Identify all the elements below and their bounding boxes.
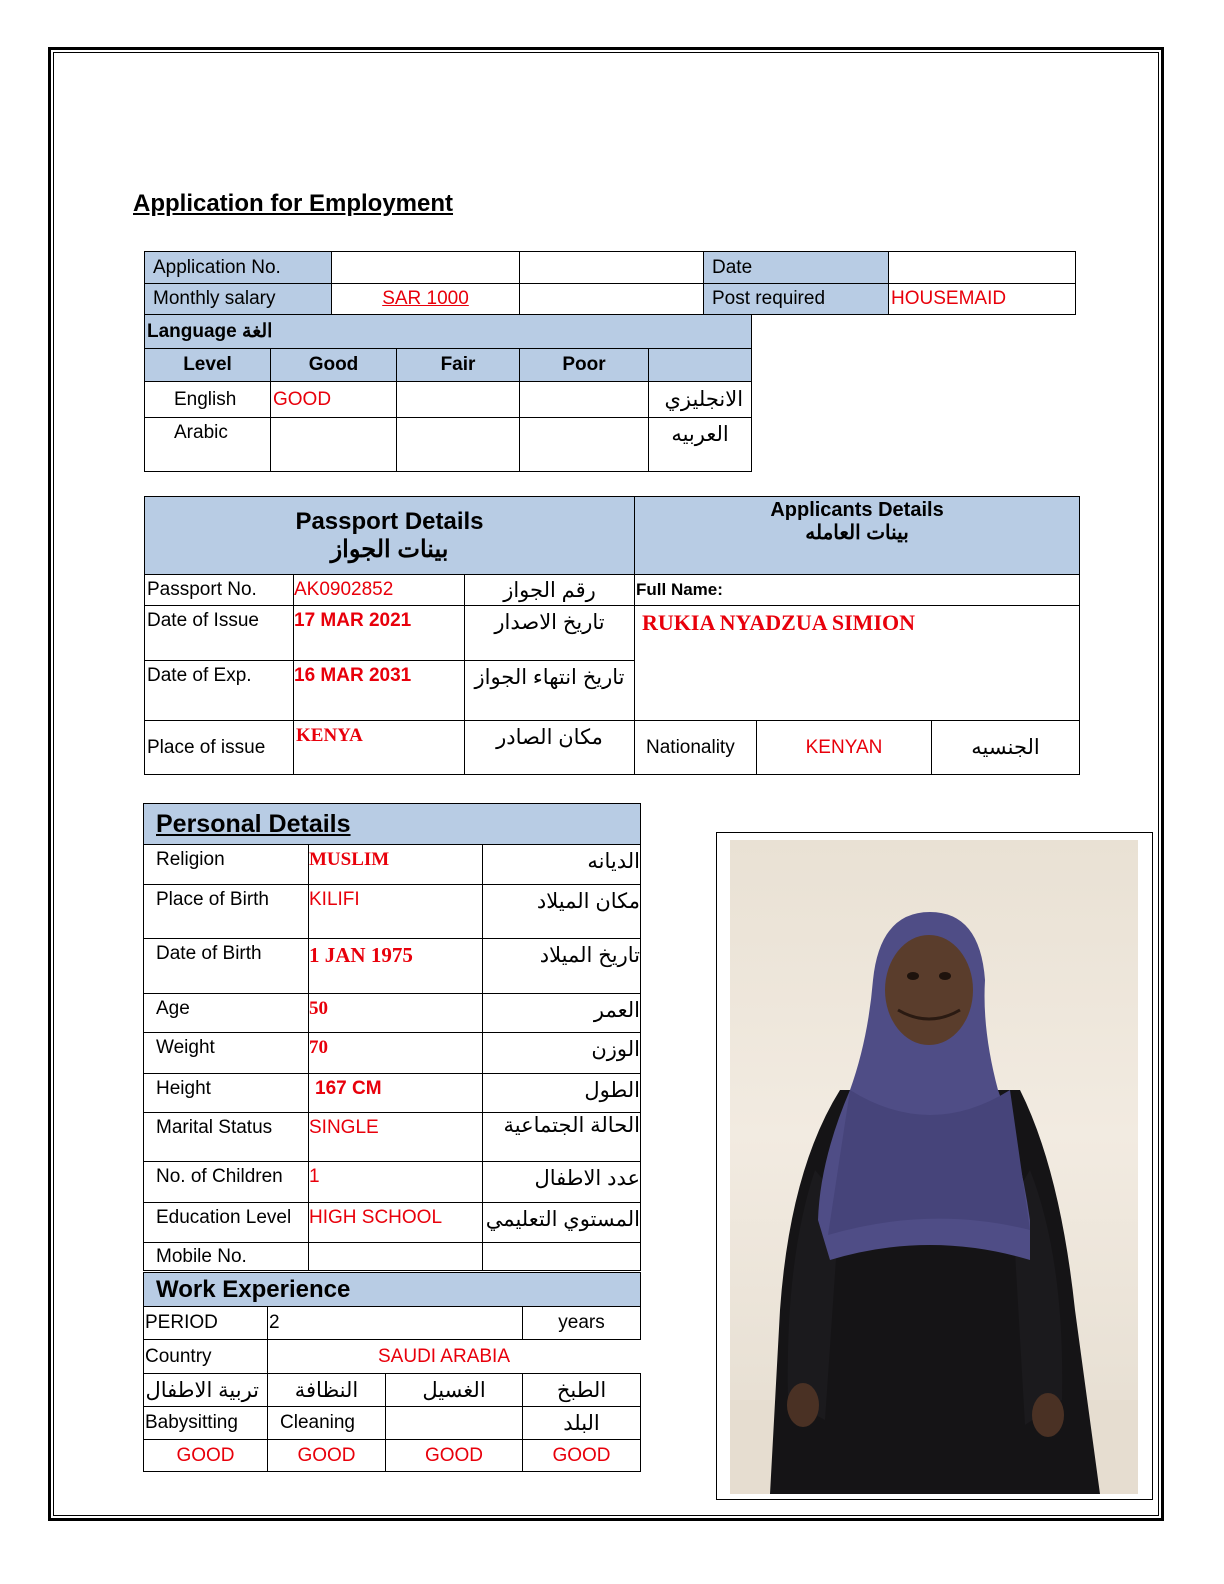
religion-value: MUSLIM — [309, 845, 483, 885]
skill-washing-level: GOOD — [386, 1440, 523, 1472]
place-of-birth-ar: مكان الميلاد — [483, 885, 641, 939]
date-of-exp-ar: تاريخ انتهاء الجواز — [465, 661, 635, 721]
applicant-title: Applicants Details — [770, 499, 944, 521]
country-label: Country — [144, 1340, 268, 1374]
applicant-title-ar: بينات العامله — [805, 522, 909, 544]
date-of-birth-value: 1 JAN 1975 — [309, 939, 483, 994]
language-col-good: Good — [271, 349, 397, 382]
religion-label: Religion — [144, 845, 309, 885]
date-of-exp-label: Date of Exp. — [145, 661, 294, 721]
period-value: 2 — [268, 1307, 523, 1340]
skill-cleaning-label: Cleaning — [268, 1407, 386, 1440]
language-english-ar: الانجليزي — [649, 382, 752, 418]
place-of-birth-label: Place of Birth — [144, 885, 309, 939]
skill-cooking-level: GOOD — [523, 1440, 641, 1472]
passport-no-value: AK0902852 — [294, 575, 465, 606]
nationality-ar: الجنسيه — [932, 721, 1080, 775]
personal-details-title: Personal Details — [144, 804, 641, 845]
person-illustration — [730, 840, 1138, 1494]
passport-title: Passport Details — [295, 507, 484, 535]
marital-status-value: SINGLE — [309, 1113, 483, 1162]
language-english-good: GOOD — [271, 382, 397, 418]
period-unit: years — [523, 1307, 641, 1340]
post-required-label: Post required — [704, 284, 889, 315]
place-of-birth-value: KILIFI — [309, 885, 483, 939]
mobile-label: Mobile No. — [144, 1243, 309, 1271]
height-value: 167 CM — [309, 1074, 483, 1113]
application-no-label: Application No. — [145, 252, 332, 284]
empty-cell — [520, 252, 704, 284]
country-value: SAUDI ARABIA — [268, 1340, 641, 1374]
language-arabic-poor — [520, 418, 649, 472]
language-col-level: Level — [145, 349, 271, 382]
language-arabic-good — [271, 418, 397, 472]
language-col-ar — [649, 349, 752, 382]
date-of-birth-ar: تاريخ الميلاد — [483, 939, 641, 994]
full-name-label: Full Name: — [635, 575, 1080, 606]
children-ar: عدد الاطفال — [483, 1162, 641, 1203]
period-label: PERIOD — [144, 1307, 268, 1340]
work-experience-title: Work Experience — [144, 1273, 641, 1307]
language-english-fair — [397, 382, 520, 418]
mobile-ar — [483, 1243, 641, 1271]
nationality-value: KENYAN — [757, 721, 932, 775]
mobile-value — [309, 1243, 483, 1271]
education-ar: المستوي التعليمي — [483, 1203, 641, 1243]
skill-washing-label — [386, 1407, 523, 1440]
work-experience-table — [143, 1272, 641, 1472]
height-ar: الطول — [483, 1074, 641, 1113]
place-of-issue-value: KENYA — [294, 721, 465, 775]
application-no-value — [332, 252, 520, 284]
post-required-value: HOUSEMAID — [889, 284, 1076, 315]
religion-ar: الديانه — [483, 845, 641, 885]
weight-label: Weight — [144, 1033, 309, 1074]
skill-country-ar: البلد — [523, 1407, 641, 1440]
date-label: Date — [704, 252, 889, 284]
page-title: Application for Employment — [133, 190, 454, 217]
date-of-issue-value: 17 MAR 2021 — [294, 606, 465, 661]
skill-washing-ar: الغسيل — [386, 1374, 523, 1407]
applicant-photo — [730, 840, 1138, 1494]
language-title: Language الغة — [145, 315, 752, 349]
monthly-salary-label: Monthly salary — [145, 284, 332, 315]
passport-title-ar: بينات الجواز — [330, 535, 449, 563]
language-arabic-ar: العربيه — [649, 418, 752, 472]
place-of-issue-label: Place of issue — [145, 721, 294, 775]
monthly-salary-value: SAR 1000 — [332, 284, 520, 315]
header-table — [144, 251, 1076, 315]
language-arabic-fair — [397, 418, 520, 472]
language-english-poor — [520, 382, 649, 418]
personal-details-table — [143, 803, 641, 1271]
skill-babysitting-ar: تربية الاطفال — [144, 1374, 268, 1407]
applicant-header — [635, 497, 1080, 575]
marital-status-label: Marital Status — [144, 1113, 309, 1162]
date-of-issue-ar: تاريخ الاصدار — [465, 606, 635, 661]
passport-header — [145, 497, 635, 575]
passport-applicant-table — [144, 496, 1080, 775]
weight-value: 70 — [309, 1033, 483, 1074]
date-of-issue-label: Date of Issue — [145, 606, 294, 661]
full-name-value: RUKIA NYADZUA SIMION — [635, 606, 1080, 721]
age-value: 50 — [309, 994, 483, 1033]
age-ar: العمر — [483, 994, 641, 1033]
language-table — [144, 314, 752, 472]
marital-status-ar: الحالة الجتماعية — [483, 1113, 641, 1162]
date-of-birth-label: Date of Birth — [144, 939, 309, 994]
passport-no-label: Passport No. — [145, 575, 294, 606]
age-label: Age — [144, 994, 309, 1033]
children-value: 1 — [309, 1162, 483, 1203]
weight-ar: الوزن — [483, 1033, 641, 1074]
empty-cell — [520, 284, 704, 315]
nationality-label: Nationality — [635, 721, 757, 775]
education-label: Education Level — [144, 1203, 309, 1243]
language-col-fair: Fair — [397, 349, 520, 382]
skill-cooking-ar: الطبخ — [523, 1374, 641, 1407]
language-english-label: English — [145, 382, 271, 418]
passport-no-ar: رقم الجواز — [465, 575, 635, 606]
skill-babysitting-label: Babysitting — [144, 1407, 268, 1440]
date-value — [889, 252, 1076, 284]
education-value: HIGH SCHOOL — [309, 1203, 483, 1243]
children-label: No. of Children — [144, 1162, 309, 1203]
skill-cleaning-level: GOOD — [268, 1440, 386, 1472]
language-arabic-label: Arabic — [145, 418, 271, 472]
skill-cleaning-ar: النظافة — [268, 1374, 386, 1407]
date-of-exp-value: 16 MAR 2031 — [294, 661, 465, 721]
skill-babysitting-level: GOOD — [144, 1440, 268, 1472]
height-label: Height — [144, 1074, 309, 1113]
language-col-poor: Poor — [520, 349, 649, 382]
place-of-issue-ar: مكان الصادر — [465, 721, 635, 775]
